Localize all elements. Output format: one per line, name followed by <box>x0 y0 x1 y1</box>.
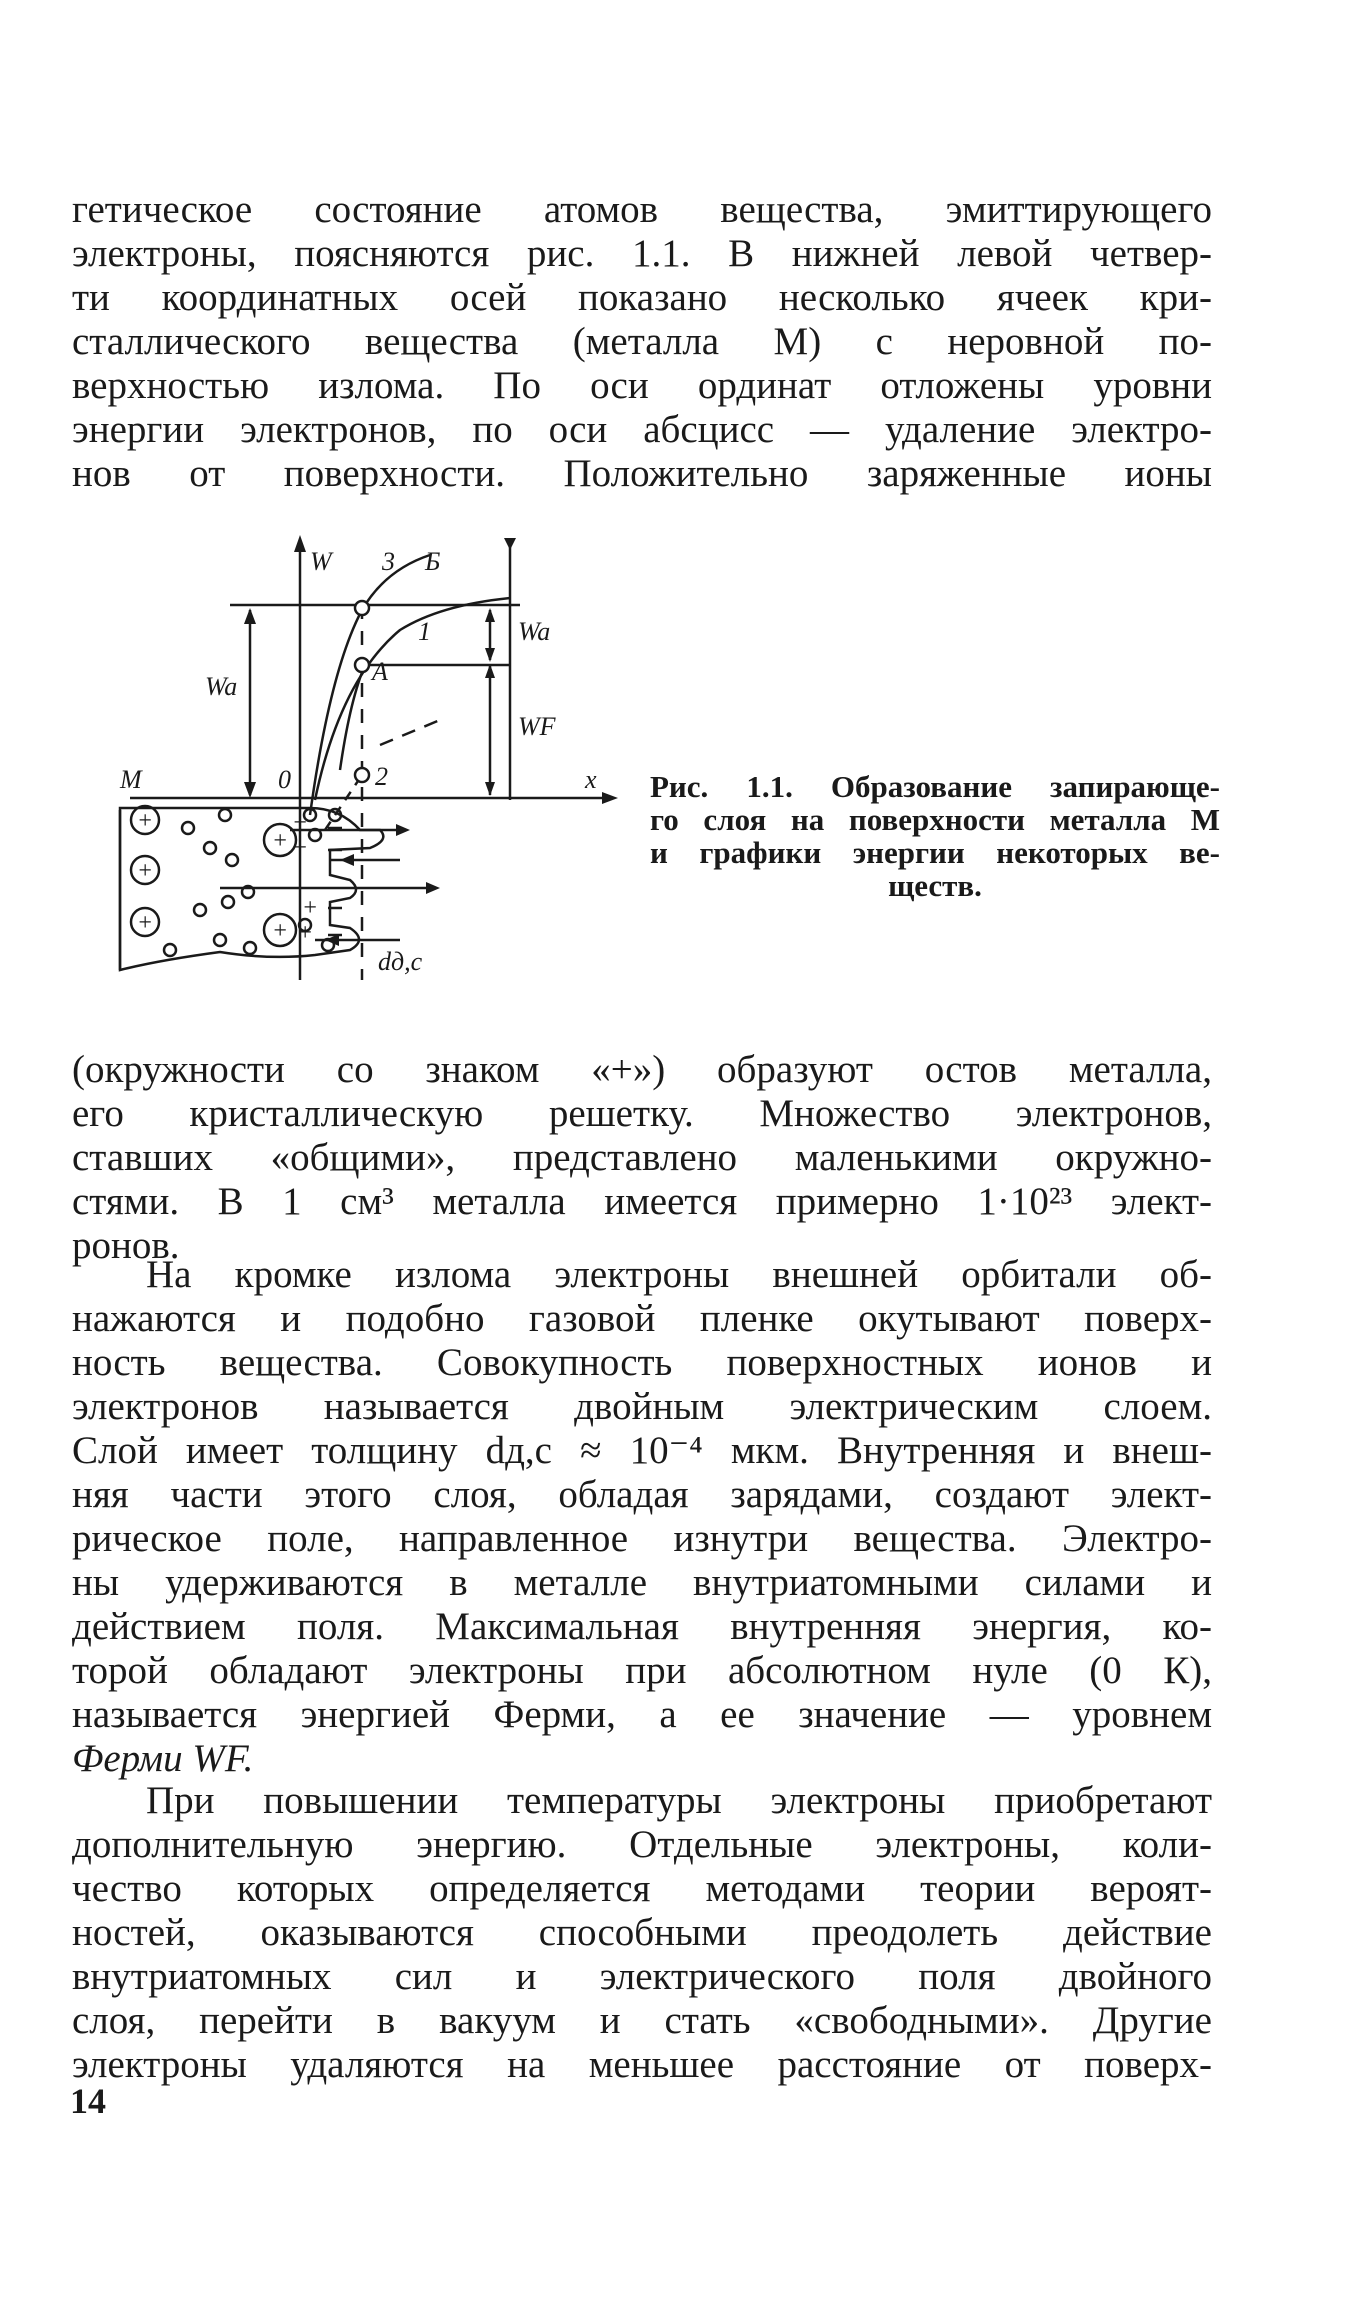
label-curve-b: Б <box>425 547 441 576</box>
text-line: дополнительную энергию. Отдельные электроны, коли- <box>72 1823 1212 1866</box>
text-line: чество которых определяется методами теории вероят- <box>72 1867 1212 1910</box>
text-line: ти координатных осей показано несколько ячеек кри- <box>72 276 1212 319</box>
paragraph-lattice <box>72 1048 1212 1268</box>
label-w-axis: W <box>310 547 332 576</box>
label-x-axis: x <box>585 765 597 794</box>
page-number: 14 <box>70 2081 106 2121</box>
text-line: нов от поверхности. Положительно заряженные ионы <box>72 452 1212 495</box>
paragraph-temperature <box>72 1779 1212 2087</box>
ion-plus: + <box>136 808 154 834</box>
label-wf: WF <box>518 712 556 741</box>
text-line: ставших «общими», представлено маленькими окружно- <box>72 1136 1212 1179</box>
figure-caption <box>650 770 1220 902</box>
curve-2 <box>325 775 362 830</box>
text-line: ностей, оказываются способными преодолеть действие <box>72 1911 1212 1954</box>
label-curve-2: 2 <box>375 762 388 791</box>
text-line: электроны удаляются на меньшее расстояние от поверх- <box>72 2043 1212 2086</box>
text-line: На кромке излома электроны внешней орбитали об- <box>146 1253 1212 1296</box>
x-axis-arrow <box>602 792 618 804</box>
ion-plus: + <box>136 910 154 936</box>
point-2 <box>355 768 369 782</box>
label-wa-right: Wa <box>518 617 551 646</box>
ion-plus: + <box>136 858 154 884</box>
paragraph-intro <box>72 188 1212 496</box>
text-line: ронов. <box>72 1224 180 1267</box>
point-top <box>355 601 369 615</box>
text-line: Ферми WF. <box>72 1737 254 1780</box>
text-line: Слой имеет толщину dд,с ≈ 10⁻⁴ мкм. Внутренняя и внеш- <box>72 1429 1212 1472</box>
text-line: нажаются и подобно газовой пленке окутывают поверх- <box>72 1297 1212 1340</box>
label-wa: Wa <box>205 672 238 701</box>
w-axis-arrow <box>294 535 306 552</box>
caption-line: ществ. <box>888 868 982 903</box>
text-line: торой обладают электроны при абсолютном нуле (0 К), <box>72 1649 1212 1692</box>
text-line: слоя, перейти в вакуум и стать «свободными». Другие <box>72 1999 1212 2042</box>
label-d-layer: dд,с <box>378 947 423 976</box>
text-line: верхностью излома. По оси ординат отложены уровни <box>72 364 1212 407</box>
text-line: внутриатомных сил и электрического поля двойного <box>72 1955 1212 1998</box>
paragraph-double-layer <box>72 1253 1212 1781</box>
label-curve-1: 1 <box>418 617 431 646</box>
label-metal: M <box>120 765 142 794</box>
figure-diagram <box>100 530 620 990</box>
text-line: называется энергией Ферми, а ее значение — уровнем <box>72 1693 1212 1736</box>
text-line: гетическое состояние атомов вещества, эмиттирующего <box>72 188 1212 231</box>
text-line: электроны, поясняются рис. 1.1. В нижней левой четвер- <box>72 232 1212 275</box>
point-a <box>355 658 369 672</box>
text-line: электронов называется двойным электрическим слоем. <box>72 1385 1212 1428</box>
text-line: (окружности со знаком «+») образуют остов металла, <box>72 1048 1212 1091</box>
text-line: его кристаллическую решетку. Множество электронов, <box>72 1092 1212 1135</box>
text-line: ны удерживаются в металле внутриатомными силами и <box>72 1561 1212 1604</box>
figure-1-1 <box>100 530 620 990</box>
label-origin: 0 <box>278 765 291 794</box>
caption-line: Рис. 1.1. Образование запирающе- <box>650 769 1220 804</box>
text-line: энергии электронов, по оси абсцисс — удаление электро- <box>72 408 1212 451</box>
text-line: сталлического вещества (металла М) с неровной по- <box>72 320 1212 363</box>
surface-plus: + <box>291 810 309 836</box>
caption-line: го слоя на поверхности металла М <box>650 802 1220 837</box>
surface-plus: + <box>296 920 314 946</box>
ion-plus: + <box>271 918 289 944</box>
text-line: няя части этого слоя, обладая зарядами, создают элект- <box>72 1473 1212 1516</box>
surface-plus: + <box>301 895 319 921</box>
label-curve-3: 3 <box>382 547 395 576</box>
text-line: При повышении температуры электроны приобретают <box>146 1779 1212 1822</box>
label-point-a: А <box>372 657 388 686</box>
text-line: ность вещества. Совокупность поверхностных ионов и <box>72 1341 1212 1384</box>
text-line: действием поля. Максимальная внутренняя энергия, ко- <box>72 1605 1212 1648</box>
text-line: стями. В 1 см³ металла имеется примерно 1·10²³ элект- <box>72 1180 1212 1223</box>
surface-plus: + <box>291 835 309 861</box>
caption-line: и графики энергии некоторых ве- <box>650 835 1220 870</box>
ion-plus: + <box>271 828 289 854</box>
text-line: рическое поле, направленное изнутри вещества. Электро- <box>72 1517 1212 1560</box>
curve-b <box>315 598 510 800</box>
